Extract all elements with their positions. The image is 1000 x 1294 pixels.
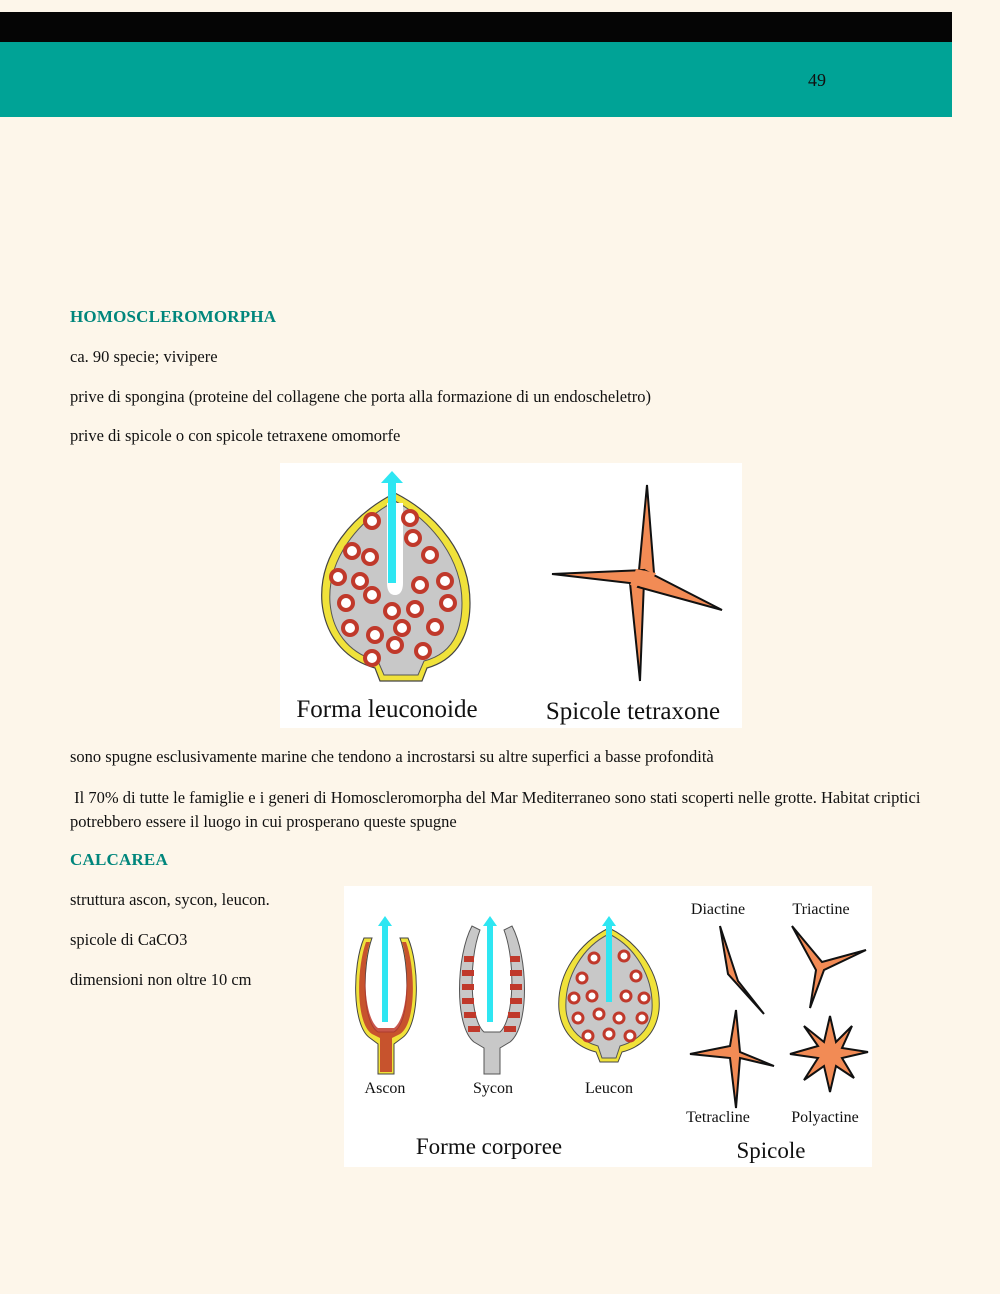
label-spicole: Spicole — [736, 1138, 806, 1163]
triactine-spicule — [792, 926, 866, 1008]
page-number: 49 — [808, 70, 826, 90]
leuconoid-sponge-diagram — [322, 471, 470, 681]
paragraph-caco3: spicole di CaCO3 — [70, 930, 188, 949]
section-title-homoscleromorpha: HOMOSCLEROMORPHA — [70, 307, 277, 326]
ascon-diagram — [356, 916, 417, 1074]
paragraph-spicules: prive di spicole o con spicole tetraxene omomorfe — [70, 426, 401, 445]
label-tetracline: Tetracline — [686, 1109, 750, 1126]
section-title-calcarea: CALCAREA — [70, 850, 168, 869]
paragraph-structure: struttura ascon, sycon, leucon. — [70, 890, 270, 909]
paragraph-marine: sono spugne esclusivamente marine che tendono a incrostarsi su altre superfici a basse profondità — [70, 747, 714, 766]
leucon-diagram — [559, 916, 660, 1062]
paragraph-species: ca. 90 specie; vivipere — [70, 347, 218, 366]
figure-calcarea-forms-spicules — [344, 886, 872, 1167]
diactine-spicule — [720, 926, 764, 1014]
label-forma-leuconoide: Forma leuconoide — [296, 696, 478, 723]
label-forme-corporee: Forme corporee — [415, 1134, 563, 1159]
header-black-bar — [0, 12, 952, 42]
label-polyactine: Polyactine — [791, 1109, 859, 1126]
label-leucon: Leucon — [585, 1080, 633, 1097]
label-ascon: Ascon — [364, 1080, 406, 1097]
label-sycon: Sycon — [473, 1080, 513, 1097]
polyactine-spicule — [790, 1016, 868, 1092]
tetraxon-spicule-diagram — [552, 485, 722, 681]
label-diactine: Diactine — [690, 901, 746, 918]
sycon-diagram — [460, 916, 525, 1074]
figure-leuconoid-tetraxon — [280, 463, 742, 728]
paragraph-spongin: prive di spongina (proteine del collagene che porta alla formazione di un endoscheletro) — [70, 387, 651, 406]
paragraph-caves: Il 70% di tutte le famiglie e i generi di Homoscleromorpha del Mar Mediterraneo sono stati scoperti nelle grotte. Habitat criptici potrebbero essere il luogo in cui prosperano queste spugne — [70, 788, 925, 831]
tetracline-spicule — [690, 1010, 774, 1108]
label-triactine: Triactine — [792, 901, 850, 918]
label-spicole-tetraxone: Spicole tetraxone — [545, 698, 721, 725]
paragraph-size: dimensioni non oltre 10 cm — [70, 970, 252, 989]
